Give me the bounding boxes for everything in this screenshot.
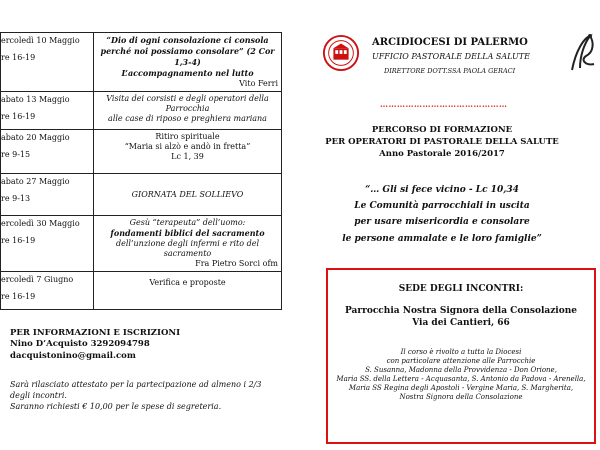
quote-line: le persone ammalate e le loro famiglie” xyxy=(342,233,542,244)
session-speaker: Fra Pietro Sorci ofm xyxy=(195,259,278,268)
session-time: re 9-15 xyxy=(1,150,31,159)
venue-parish: Parrocchia Nostra Signora della Consolazione xyxy=(344,306,577,316)
separator: ……………………………………… xyxy=(380,99,508,109)
session-line: Visita dei corsisti e degli operatori della Parrocchia xyxy=(106,94,269,113)
session-time: re 16-19 xyxy=(1,112,36,121)
desc-line: S. Susanna, Madonna della Provvidenza - Don Orione, xyxy=(365,366,557,375)
venue-address: Via dei Cantieri, 66 xyxy=(412,317,510,328)
info-email[interactable]: dacquistonino@gmail.com xyxy=(10,350,136,361)
info-contact: Nino D’Acquisto 3292094798 xyxy=(10,339,150,350)
session-line: “Maria si alzò e andò in fretta” xyxy=(124,142,251,151)
venue-box xyxy=(326,268,596,444)
course-title xyxy=(322,125,562,161)
note-spese: Saranno richiesti € 10,00 per le spese di segreteria. xyxy=(10,401,222,411)
course-line: PERCORSO DI FORMAZIONE xyxy=(371,125,513,135)
diocese-seal-icon xyxy=(322,34,360,72)
venue-place xyxy=(328,306,594,329)
schedule-table xyxy=(0,32,282,310)
table-row xyxy=(1,216,282,272)
session-line: fondamenti biblici del sacramento xyxy=(110,228,265,238)
venue-description xyxy=(332,348,590,403)
desc-line: Il corso è rivolto a tutta la Diocesi xyxy=(400,348,522,356)
session-time: re 16-19 xyxy=(1,53,36,62)
table-row xyxy=(1,33,282,92)
desc-line: con particolare attenzione alle Parrocchie xyxy=(386,357,536,366)
session-day: ercoledì 10 Maggio xyxy=(1,36,80,45)
course-line: PER OPERATORI DI PASTORALE DELLA SALUTE xyxy=(325,136,559,147)
quote-line: Le Comunità parrocchiali in uscita xyxy=(354,201,530,212)
session-line: Ritiro spirituale xyxy=(155,132,220,141)
quote-line: per usare misericordia e consolare xyxy=(354,217,530,228)
session-line: Gesù “terapeuta” dell’uomo: xyxy=(129,218,246,227)
session-line: Lc 1, 39 xyxy=(171,152,204,161)
session-time: re 16-19 xyxy=(1,292,36,301)
session-line: perché noi possiamo consolare” (2 Cor 1,3-4) xyxy=(100,46,275,67)
session-line: GIORNATA DEL SOLLIEVO xyxy=(131,189,244,199)
header xyxy=(372,37,572,75)
session-line: dell’unzione degli infermi e rito del sacramento xyxy=(115,239,260,258)
notes xyxy=(10,380,280,412)
table-row xyxy=(1,130,282,174)
desc-line: Maria SS. della Lettera - Acquasanta, S. Antonio da Padova - Arenella, xyxy=(336,375,586,384)
table-row xyxy=(1,174,282,216)
info-block xyxy=(10,328,180,362)
note-attestato: Sarà rilasciato attestato per la partecipazione ad almeno i 2/3 degli incontri. xyxy=(10,380,262,400)
course-line: Anno Pastorale 2016/2017 xyxy=(379,148,505,159)
table-row xyxy=(1,272,282,310)
session-line: “Dio di ogni consolazione ci consola xyxy=(106,35,269,45)
session-time: re 9-13 xyxy=(1,194,31,203)
session-day: abato 13 Maggio xyxy=(1,95,70,104)
venue-title: SEDE DEGLI INCONTRI: xyxy=(398,284,524,294)
theme-quote xyxy=(322,182,562,247)
session-speaker: Vito Ferri xyxy=(239,79,278,88)
desc-line: Nostra Signora della Consolazione xyxy=(399,393,523,402)
session-day: ercoledì 7 Giugno xyxy=(1,275,74,284)
desc-line: Maria SS Regina degli Apostoli - Vergine Maria, S. Margherita, xyxy=(348,384,574,393)
diocese-name: ARCIDIOCESI DI PALERMO xyxy=(372,37,528,48)
table-row xyxy=(1,92,282,130)
pastoral-logo-icon xyxy=(566,30,600,80)
info-heading: PER INFORMAZIONI E ISCRIZIONI xyxy=(10,328,181,338)
session-day: ercoledì 30 Maggio xyxy=(1,219,80,228)
session-line: alle case di riposo e preghiera mariana xyxy=(108,114,267,123)
director-name: DIRETTORE DOTT.SSA PAOLA GERACI xyxy=(384,67,516,75)
session-day: abato 20 Maggio xyxy=(1,133,70,142)
office-name: UFFICIO PASTORALE DELLA SALUTE xyxy=(372,52,530,61)
session-line: L’accompagnamento nel lutto xyxy=(121,68,254,78)
session-day: abato 27 Maggio xyxy=(1,177,70,186)
session-line: Verifica e proposte xyxy=(149,278,226,287)
quote-line: “… Gli si fece vicino - Lc 10,34 xyxy=(365,185,519,195)
session-time: re 16-19 xyxy=(1,236,36,245)
